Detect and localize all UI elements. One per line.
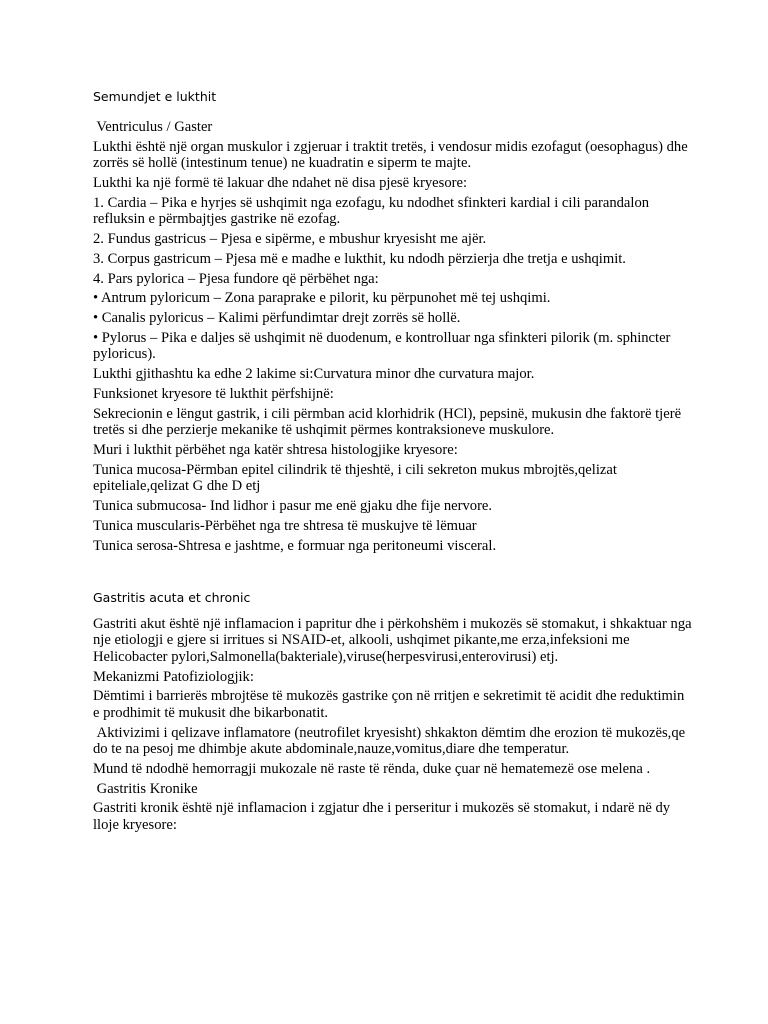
paragraph: Tunica serosa-Shtresa e jashtme, e formuar nga peritoneumi visceral. bbox=[93, 537, 497, 554]
paragraph: Tunica muscularis-Përbëhet nga tre shtresa të muskujve të lëmuar bbox=[93, 517, 477, 534]
paragraph: Gastriti akut është një inflamacion i papritur dhe i përkohshëm i mukozës së stomakut, i shkaktuar nga nje etiologji e gjere si irritues si NSAID-et, alkooli, ushqimet pikante,me erza,infeksioni me Helicobacter pylori,Salmonella(bakteriale),viruse(herpesvirusi,enterovirusi) etj. bbox=[93, 616, 692, 665]
paragraph: Gastriti kronik është një inflamacion i zgjatur dhe i perseritur i mukozës së stomakut, i ndarë në dy lloje kryesore: bbox=[93, 800, 671, 833]
paragraph: • Pylorus – Pika e daljes së ushqimit në duodenum, e kontrolluar nga sfinkteri pilorik (m. sphincter pyloricus). bbox=[93, 329, 671, 363]
section-title-stomach-diseases: Semundjet e lukthit bbox=[93, 89, 217, 104]
paragraph: Lukthi është një organ muskulor i zgjeruar i traktit tretës, i vendosur midis ezofagut (oesophagus) dhe zorrës së hollë (intestinum tenue) ne kuadratin e siperm te majte. bbox=[93, 138, 688, 172]
paragraph: Aktivizimi i qelizave inflamatore (neutrofilet kryesisht) shkakton dëmtim dhe erozion të mukozës,qe do te na pesoj me dhimbje akute abdominale,nauze,vomitus,diare dhe temperatur. bbox=[93, 724, 689, 758]
paragraph: Lukthi ka një formë të lakuar dhe ndahet në disa pjesë kryesore: bbox=[93, 175, 468, 191]
paragraph: Dëmtimi i barrierës mbrojtëse të mukozës gastrike çon në rritjen e sekretimit të acidit dhe reduktimin e prodhimit të mukusit dhe bikarbonatit. bbox=[93, 688, 685, 721]
paragraph: Gastritis Kronike bbox=[93, 780, 198, 797]
paragraph: Lukthi gjithashtu ka edhe 2 lakime si:Curvatura minor dhe curvatura major. bbox=[93, 366, 535, 383]
paragraph: Funksionet kryesore të lukthit përfshijnë: bbox=[93, 385, 334, 402]
paragraph: Ventriculus / Gaster bbox=[93, 119, 213, 135]
paragraph: Tunica submucosa- Ind lidhor i pasur me enë gjaku dhe fije nervore. bbox=[93, 497, 493, 514]
paragraph: 3. Corpus gastricum – Pjesa më e madhe e lukthit, ku ndodh përzierja dhe tretja e ushqimit. bbox=[93, 250, 626, 267]
paragraph: • Canalis pyloricus – Kalimi përfundimtar drejt zorrës së hollë. bbox=[93, 310, 461, 327]
section-title-gastritis: Gastritis acuta et chronic bbox=[93, 590, 251, 605]
paragraph: Tunica mucosa-Përmban epitel cilindrik të thjeshtë, i cili sekreton mukus mbrojtës,qelizat epiteliale,qelizat G dhe D etj bbox=[93, 461, 617, 495]
section-body-gastritis bbox=[93, 616, 693, 837]
paragraph: • Antrum pyloricum – Zona paraprake e pilorit, ku përpunohet më tej ushqimi. bbox=[93, 290, 551, 307]
paragraph: Muri i lukthit përbëhet nga katër shtresa histologjike kryesore: bbox=[93, 441, 458, 458]
paragraph: 2. Fundus gastricus – Pjesa e sipërme, e mbushur kryesisht me ajër. bbox=[93, 231, 487, 247]
paragraph: Mekanizmi Patofiziologjik: bbox=[93, 668, 254, 685]
paragraph: Sekrecionin e lëngut gastrik, i cili përmban acid klorhidrik (HCl), pepsinë, mukusin dhe faktorë tjerë tretës si dhe perzierje mekanike të ushqimit përmes kontraksioneve muskulore. bbox=[93, 405, 682, 439]
section-body-stomach bbox=[93, 119, 693, 557]
paragraph: 1. Cardia – Pika e hyrjes së ushqimit nga ezofagu, ku ndodhet sfinkteri kardial i cili parandalon refluksin e përmbajtjes gastrike në ezofag. bbox=[93, 194, 650, 228]
paragraph: 4. Pars pylorica – Pjesa fundore që përbëhet nga: bbox=[93, 270, 379, 287]
paragraph: Mund të ndodhë hemorragji mukozale në raste të rënda, duke çuar në hematemezë ose melena . bbox=[93, 760, 651, 777]
